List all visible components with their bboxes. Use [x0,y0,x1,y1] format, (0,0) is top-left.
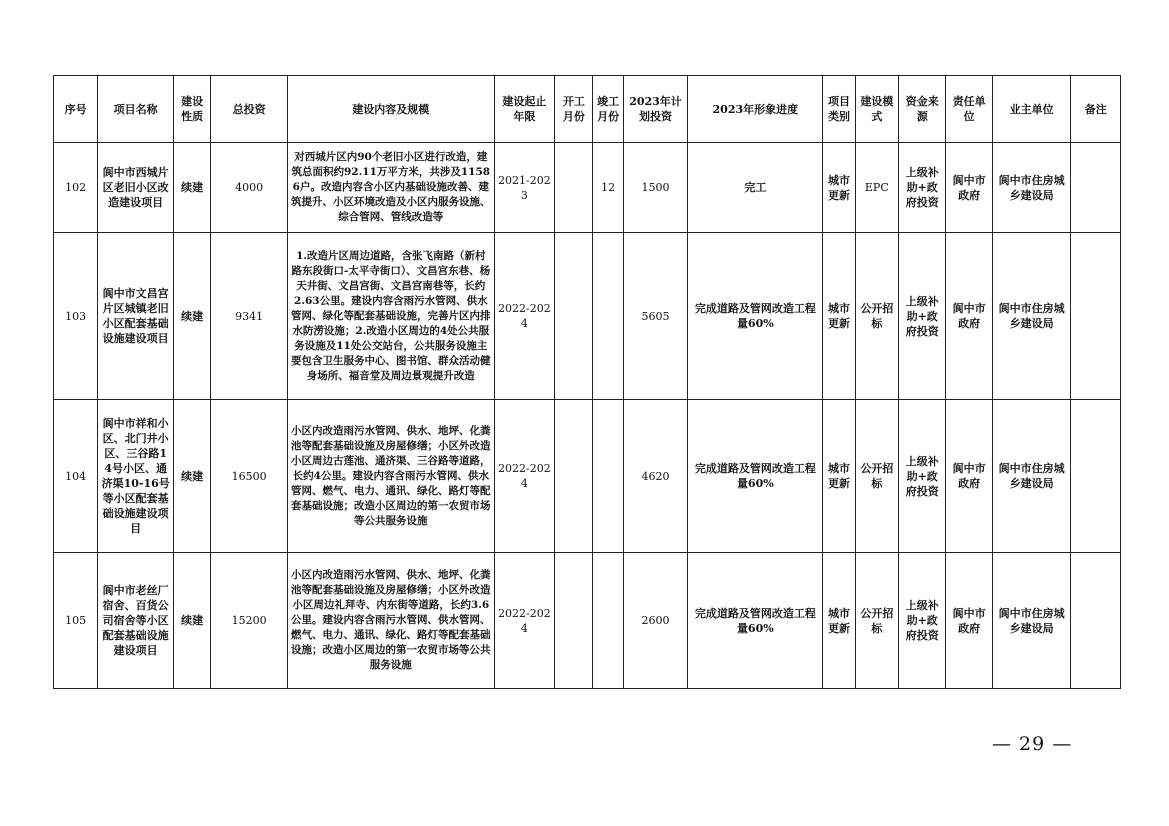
table-row [54,233,1121,400]
table-row [54,400,1121,553]
cell-plan: 5605 [623,233,688,400]
cell-seq: 103 [54,233,98,400]
cell-name: 阆中市西城片区老旧小区改造建设项目 [98,143,174,233]
cell-finish [593,553,623,689]
cell-total: 16500 [211,400,288,553]
header-progress: 2023年形象进度 [688,76,823,143]
cell-content: 对西城片区内90个老旧小区进行改造，建筑总面积约92.11万平方米，共涉及11586户。改造内容含小区内基础设施改善、建筑提升、小区环境改造及小区内服务设施、综合管网、管线改造等 [287,143,494,233]
cell-name: 阆中市文昌宫片区城镇老旧小区配套基础设施建设项目 [98,233,174,400]
cell-start [555,553,593,689]
cell-start [555,233,593,400]
cell-start [555,143,593,233]
cell-start [555,400,593,553]
cell-seq: 105 [54,553,98,689]
cell-funds: 上级补助+政府投资 [899,143,946,233]
cell-period: 2022-2024 [494,553,555,689]
header-resp: 责任单位 [946,76,992,143]
header-total: 总投资 [211,76,288,143]
cell-period: 2021-2023 [494,143,555,233]
cell-progress: 完成道路及管网改造工程量60% [688,553,823,689]
cell-seq: 104 [54,400,98,553]
cell-progress: 完成道路及管网改造工程量60% [688,400,823,553]
cell-content: 小区内改造雨污水管网、供水、地坪、化粪池等配套基础设施及房屋修缮；小区外改造小区周边礼拜寺、内东街等道路，长约3.6公里。建设内容含雨污水管网、供水管网、燃气、电力、通讯、绿化、路灯等配套基础设施；改造小区周边的第一农贸市场等公共服务设施 [287,553,494,689]
cell-nature: 续建 [173,233,210,400]
cell-plan: 2600 [623,553,688,689]
header-content: 建设内容及规模 [287,76,494,143]
cell-owner: 阆中市住房城乡建设局 [992,233,1071,400]
cell-remark [1071,143,1121,233]
header-nature: 建设性质 [173,76,210,143]
cell-plan: 1500 [623,143,688,233]
cell-total: 9341 [211,233,288,400]
cell-mode: 公开招标 [855,553,898,689]
header-seq: 序号 [54,76,98,143]
cell-resp: 阆中市政府 [946,400,992,553]
cell-owner: 阆中市住房城乡建设局 [992,400,1071,553]
cell-resp: 阆中市政府 [946,233,992,400]
cell-content: 小区内改造雨污水管网、供水、地坪、化粪池等配套基础设施及房屋修缮；小区外改造小区周边古莲池、通济渠、三谷路等道路，长约4公里。建设内容含雨污水管网、供水管网、燃气、电力、通讯、绿化、路灯等配套基础设施；改造小区周边的第一农贸市场等公共服务设施 [287,400,494,553]
cell-remark [1071,400,1121,553]
cell-category: 城市更新 [823,400,855,553]
cell-progress: 完成道路及管网改造工程量60% [688,233,823,400]
header-start: 开工月份 [555,76,593,143]
cell-category: 城市更新 [823,553,855,689]
cell-nature: 续建 [173,553,210,689]
header-category: 项目类别 [823,76,855,143]
cell-category: 城市更新 [823,143,855,233]
table-row [54,143,1121,233]
cell-resp: 阆中市政府 [946,143,992,233]
cell-plan: 4620 [623,400,688,553]
header-name: 项目名称 [98,76,174,143]
cell-seq: 102 [54,143,98,233]
cell-resp: 阆中市政府 [946,553,992,689]
header-row [54,76,1121,143]
cell-total: 15200 [211,553,288,689]
cell-finish: 12 [593,143,623,233]
cell-finish [593,233,623,400]
header-owner: 业主单位 [992,76,1071,143]
header-finish: 竣工月份 [593,76,623,143]
cell-nature: 续建 [173,143,210,233]
cell-period: 2022-2024 [494,400,555,553]
cell-mode: 公开招标 [855,400,898,553]
cell-funds: 上级补助+政府投资 [899,553,946,689]
cell-name: 阆中市祥和小区、北门井小区、三谷路14号小区、通济渠10-16号等小区配套基础设施建设项目 [98,400,174,553]
project-table [53,75,1121,689]
page-number: — 29 — [992,733,1073,755]
header-remark: 备注 [1071,76,1121,143]
cell-progress: 完工 [688,143,823,233]
cell-total: 4000 [211,143,288,233]
cell-remark [1071,233,1121,400]
cell-content: 1.改造片区周边道路，含张飞南路（新村路东段街口-太平寺街口）、文昌宫东巷、杨天井街、文昌宫街、文昌宫南巷等，长约2.63公里。建设内容含雨污水管网、供水管网、绿化等配套基础设施，完善片区内排水防涝设施；2.改造小区周边的4处公共服务设施及11处公交站台，公共服务设施主要包含卫生服务中心、图书馆、群众活动健身场所、福音堂及周边景观提升改造 [287,233,494,400]
cell-remark [1071,553,1121,689]
cell-mode: 公开招标 [855,233,898,400]
cell-period: 2022-2024 [494,233,555,400]
cell-category: 城市更新 [823,233,855,400]
cell-owner: 阆中市住房城乡建设局 [992,553,1071,689]
cell-funds: 上级补助+政府投资 [899,400,946,553]
cell-owner: 阆中市住房城乡建设局 [992,143,1071,233]
cell-finish [593,400,623,553]
table-row [54,553,1121,689]
cell-funds: 上级补助+政府投资 [899,233,946,400]
cell-name: 阆中市老丝厂宿舍、百货公司宿舍等小区配套基础设施建设项目 [98,553,174,689]
cell-nature: 续建 [173,400,210,553]
header-funds: 资金来源 [899,76,946,143]
header-period: 建设起止年限 [494,76,555,143]
header-mode: 建设模式 [855,76,898,143]
header-plan: 2023年计划投资 [623,76,688,143]
cell-mode: EPC [855,143,898,233]
